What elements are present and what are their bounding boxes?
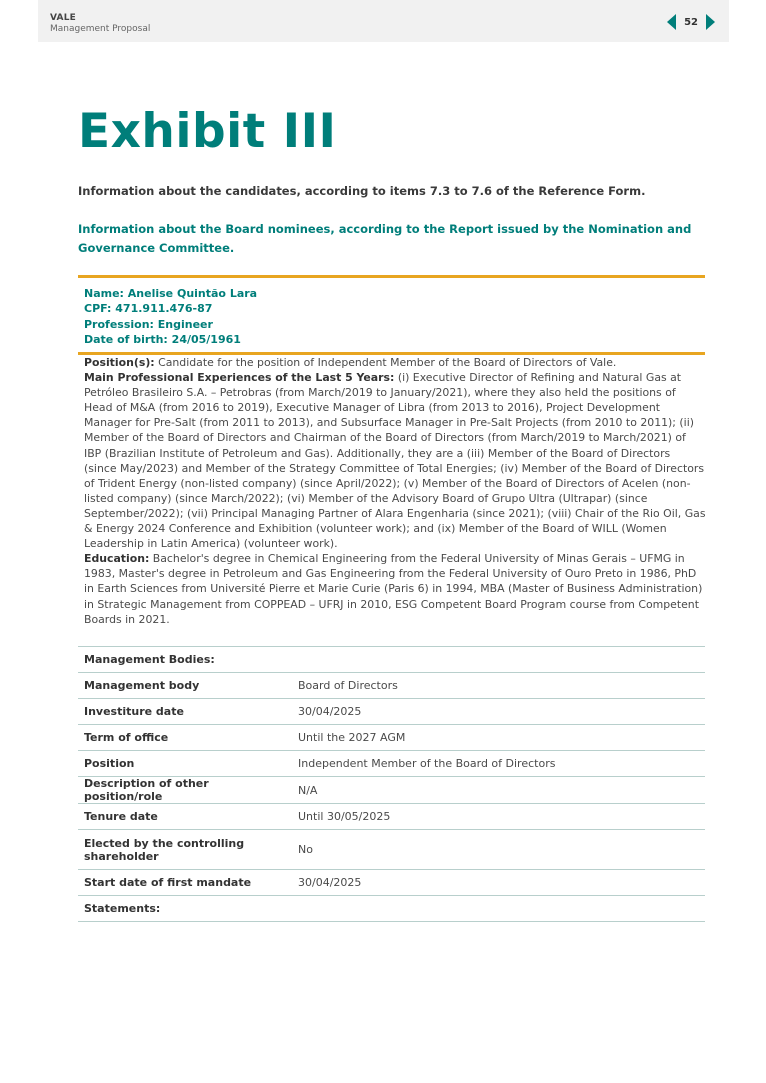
- next-page-icon[interactable]: [706, 14, 715, 30]
- row-value: 30/04/2025: [292, 870, 705, 896]
- table-row: [78, 870, 705, 896]
- row-value: Until the 2027 AGM: [292, 725, 705, 751]
- row-label: Description of other position/role: [78, 777, 292, 804]
- position-label: Position(s):: [84, 356, 155, 369]
- previous-page-icon[interactable]: [667, 14, 676, 30]
- table-row: [78, 777, 705, 804]
- candidate-dob: Date of birth: 24/05/1961: [84, 332, 241, 346]
- row-value: Independent Member of the Board of Directors: [292, 751, 705, 777]
- management-bodies-table: [78, 646, 705, 922]
- table-row: [78, 804, 705, 830]
- row-label: Elected by the controlling shareholder: [78, 830, 292, 870]
- management-bodies-heading: Management Bodies:: [78, 647, 705, 673]
- candidate-bio: [84, 355, 706, 627]
- table-row: [78, 896, 705, 922]
- statements-heading: Statements:: [78, 896, 705, 922]
- page-title: Exhibit III: [78, 104, 337, 159]
- row-label: Start date of first mandate: [78, 870, 292, 896]
- experience-paragraph: [84, 370, 706, 551]
- row-value: N/A: [292, 777, 705, 804]
- row-label: Investiture date: [78, 699, 292, 725]
- row-label: Management body: [78, 673, 292, 699]
- candidate-profession: Profession: Engineer: [84, 317, 213, 331]
- intro-candidates: Information about the candidates, according to items 7.3 to 7.6 of the Reference Form.: [78, 184, 646, 198]
- document-name: Management Proposal: [50, 24, 151, 34]
- education-label: Education:: [84, 552, 150, 566]
- position-text: Candidate for the position of Independent Member of the Board of Directors of Vale.: [154, 356, 617, 369]
- row-value: 30/04/2025: [292, 699, 705, 725]
- position-paragraph: [84, 355, 706, 370]
- row-value: No: [292, 830, 705, 870]
- experience-text: (i) Executive Director of Refining and Natural Gas at Petróleo Brasileiro S.A. – Petrobras (from March/2019 to January/2021), where they also held the positions of Head of M&A (from 2016 to 2019), Executive Manager of Libra (from 2013 to 2016), Project Development Manager for Pre-Salt (from 2011 to 2013), and Subsurface Manager in Pre-Salt Projects (from 2010 to 2011); (ii) Member of the Board of Directors and Chairman of the Board of Directors (from March/2019 to March/2021) of IBP (Brazilian Institute of Petroleum and Gas). Additionally, they are a (iii) Member of the Board of Directors (since May/2023) and Member of the Strategy Committee of Total Energies; (iv) Member of the Board of Directors of Trident Energy (non-listed company) (since April/2022); (v) Member of the Board of Directors of Acelen (non-listed company) (since March/2022); (vi) Member of the Advisory Board of Grupo Ultra (Ultrapar) (since September/2022); (vii) Principal Managing Partner of Alara Engenharia (since 2021); (viii) Chair of the Rio Oil, Gas & Energy 2024 Conference and Exhibition (volunteer work); and (ix) Member of the Board of WILL (Women Leadership in Latin America) (volunteer work).: [84, 371, 706, 551]
- row-value: Board of Directors: [292, 673, 705, 699]
- page-number: 52: [684, 16, 698, 28]
- candidate-cpf: CPF: 471.911.476-87: [84, 302, 213, 316]
- experience-label: Main Professional Experiences of the Last 5 Years:: [84, 371, 395, 385]
- row-value: Until 30/05/2025: [292, 804, 705, 830]
- education-text: Bachelor's degree in Chemical Engineering from the Federal University of Minas Gerais – UFMG in 1983, Master's degree in Petroleum and Gas Engineering from the Federal University of Ouro Preto in 1986, PhD in Earth Sciences from Université Pierre et Marie Curie (Paris 6) in 1994, MBA (Master of Business Administration) in Strategic Management from COPPEAD – UFRJ in 2010, ESG Competent Board Program course from Competent Boards in 2021.: [84, 552, 703, 626]
- intro-board-nominees: Information about the Board nominees, according to the Report issued by the Nomination and Governance Committee.: [78, 222, 692, 255]
- table-row: [78, 699, 705, 725]
- table-row: [78, 725, 705, 751]
- company-name: VALE: [50, 13, 77, 23]
- table-row: [78, 830, 705, 870]
- education-paragraph: [84, 551, 706, 626]
- page-navigation: [667, 14, 715, 30]
- candidate-name: Name: Anelise Quintão Lara: [84, 287, 258, 300]
- row-label: Position: [78, 751, 292, 777]
- row-label: Term of office: [78, 725, 292, 751]
- table-heading-row: [78, 647, 705, 673]
- row-label: Tenure date: [78, 804, 292, 830]
- candidate-info-block: [78, 275, 705, 355]
- header-bar: [38, 0, 729, 42]
- table-row: [78, 751, 705, 777]
- table-row: [78, 673, 705, 699]
